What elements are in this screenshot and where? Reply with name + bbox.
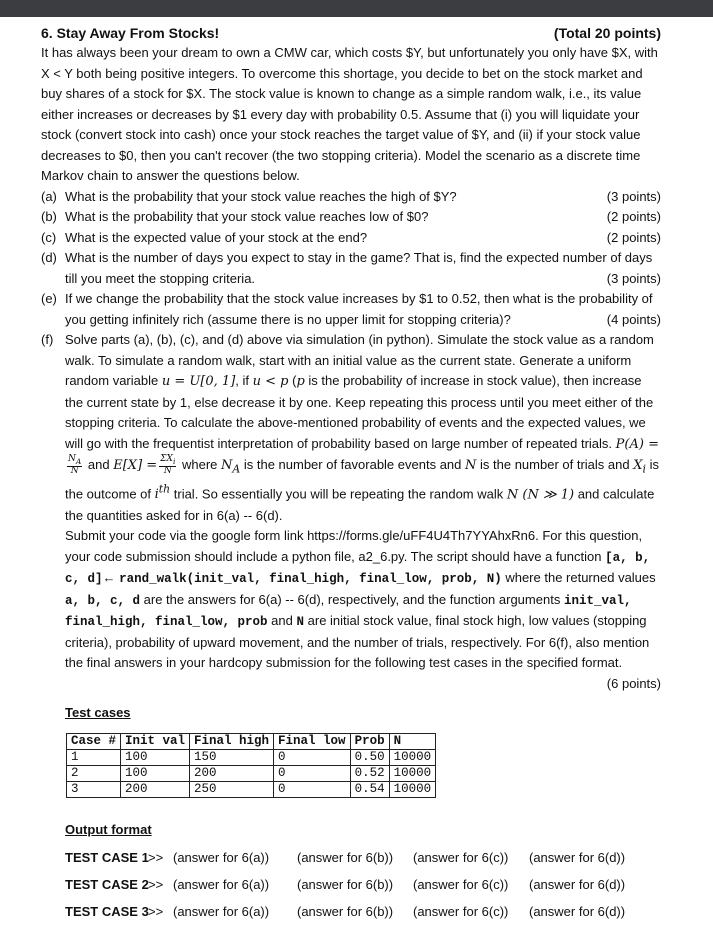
table-cell: 3 [67, 782, 121, 798]
n-symbol: N [465, 458, 477, 473]
question-f [41, 330, 661, 694]
arguments-code: init_val, final_high, final_low, prob [65, 593, 632, 630]
table-cell: 150 [190, 750, 274, 766]
output-answer-a: (answer for 6(a)) [173, 877, 270, 892]
question-label: (d) [41, 250, 57, 265]
output-answer-d: (answer for 6(d)) [529, 904, 626, 919]
output-case-label: TEST CASE 2 [65, 877, 149, 892]
question-d [41, 248, 661, 289]
table-header-cell: Final high [190, 734, 274, 750]
table-cell: 200 [121, 782, 190, 798]
output-format-title: Output format [65, 822, 152, 837]
output-answer-c: (answer for 6(c)) [413, 850, 509, 865]
question-label: (a) [41, 188, 57, 204]
question-label: (e) [41, 291, 57, 306]
test-cases-table [66, 733, 436, 798]
return-values-code: [a, b, c, d] [65, 550, 651, 587]
output-row [65, 876, 665, 894]
question-points: (2 points) [606, 229, 661, 245]
table-cell: 250 [190, 782, 274, 798]
question-text: What is the probability that your stock value reaches the high of $Y? [65, 188, 457, 204]
output-arrow: >> [148, 877, 164, 892]
table-cell: 0.50 [350, 750, 389, 766]
output-answer-d: (answer for 6(d)) [529, 877, 626, 892]
total-points: (Total 20 points) [553, 25, 661, 41]
test-cases-title: Test cases [65, 705, 131, 720]
table-header-cell: Final low [274, 734, 351, 750]
table-header-cell: Case # [67, 734, 121, 750]
question-label: (c) [41, 229, 57, 245]
simulation-instructions: Solve parts (a), (b), (c), and (d) above via simulation (in python). Simulate the stock value as a random walk. To simulate a random walk, start with an initial value as the current state. Generate a uniform random variable u = U[0, 1], if u < p (p is the probability of increase in stock value), then increase the current state by 1, else decrease it by one. Keep repeating this process until you meet either of the stopping criteria. To calculate the above-mentioned probability of events and the expected values, we will go with the frequentist interpretation of probability based on large number of repeated trials. P(A) = $\frac{N_A}{N}$ and E[X] = $\frac{\Sigma X_i}{N}$ where $N_A$ is the number of favorable events and N is the number of trials and $X_i$ is the outcome of $i^{th}$ trial. So essentially you will be repeating the random walk N (N ≫ 1) and calculate the quantities asked for in 6(a) -- 6(d). [65, 332, 659, 523]
table-cell: 0 [274, 750, 351, 766]
output-answer-a: (answer for 6(a)) [173, 904, 270, 919]
question-title: 6. Stay Away From Stocks! [41, 25, 220, 41]
output-answer-c: (answer for 6(c)) [413, 904, 509, 919]
table-cell: 100 [121, 750, 190, 766]
uniform-variable-math: u = U[0, 1] [161, 374, 236, 389]
n-repeat-math: N (N ≫ 1) [506, 487, 575, 503]
p-symbol: p [296, 374, 305, 389]
question-points: (4 points) [606, 311, 661, 327]
table-cell: 0.54 [350, 782, 389, 798]
output-case-label: TEST CASE 3 [65, 904, 149, 919]
output-answer-c: (answer for 6(c)) [413, 877, 509, 892]
output-answer-b: (answer for 6(b)) [297, 904, 394, 919]
question-points: (2 points) [606, 209, 661, 224]
table-cell: 100 [121, 766, 190, 782]
output-arrow: >> [148, 904, 164, 919]
output-case-label: TEST CASE 1 [65, 850, 149, 865]
question-label: (b) [41, 209, 57, 224]
question-points: (3 points) [606, 270, 661, 286]
output-answer-b: (answer for 6(b)) [297, 850, 394, 865]
table-cell: 0 [274, 766, 351, 782]
question-text: What is the expected value of your stock at the end? [65, 229, 368, 245]
table-cell: 10000 [389, 766, 436, 782]
table-cell: 1 [67, 750, 121, 766]
table-row [67, 782, 436, 798]
question-text: What is the number of days you expect to stay in the game? That is, find the expected number of days till you meet the stopping criteria. [65, 250, 653, 286]
table-cell: 0.52 [350, 766, 389, 782]
left-arrow-icon: ← [102, 570, 116, 586]
probability-formula: P(A) = $\frac{N_A}{N}$ [68, 436, 659, 476]
table-header-cell: N [389, 734, 436, 750]
table-row [67, 766, 436, 782]
table-cell: 2 [67, 766, 121, 782]
question-label: (f) [41, 332, 54, 347]
top-toolbar-bar [0, 0, 713, 17]
output-answer-d: (answer for 6(d)) [529, 850, 626, 865]
intro-paragraph: It has always been your dream to own a CMW car, which costs $Y, but unfortunately you only have $X, with X < Y both being positive integers. To overcome this shortage, you decide to bet on the stock market and buy shares of a stock for $X. The stock value is known to change as a simple random walk, i.e., its value either increases or decreases by $1 every day with probability 0.5. Assume that (i) you will liquidate your stock (convert stock into cash) once your stock reaches the target value of $Y, and (ii) if your stock value decreases to $0, then you can't recover (the two stopping criteria). Model the scenario as a discrete time Markov chain to answer the questions below. [41, 45, 658, 183]
question-text: If we change the probability that the stock value increases by $1 to 0.52, then what is the probability of you getting infinitely rich (assume there is no upper limit for stopping criteria)? [65, 291, 653, 327]
ith-symbol: $i^{th}$ [154, 483, 171, 503]
question-list [41, 187, 661, 695]
question-text: What is the probability that your stock value reaches low of $0? [65, 209, 429, 224]
question-points: (3 points) [606, 188, 661, 204]
n-argument-code: N [296, 615, 305, 630]
submission-instructions: Submit your code via the google form link https://forms.gle/uFF4U4Th7YYAhxRn6. For this question, your code submission should include a python file, a2_6.py. The script should have a function [a, b, c, d]← rand_walk(init_val, final_high, final_low, prob, N) where the returned values a, b, c, d are the answers for 6(a) -- 6(d), respectively, and the function arguments init_val, final_high, final_low, prob and N are initial stock value, final stock high, low values (stopping criteria), probability of upward movement, and the number of trials, respectively. For 6(f), also mention the final answers in your hardcopy submission for the following test cases in the specified format. (6 points) [65, 526, 661, 674]
question-points: (6 points) [606, 675, 661, 691]
table-cell: 10000 [389, 750, 436, 766]
function-signature-code: rand_walk(init_val, final_high, final_low, prob, N) [119, 572, 502, 587]
table-header-cell: Init val [121, 734, 190, 750]
output-answer-b: (answer for 6(b)) [297, 877, 394, 892]
question-c [41, 228, 661, 249]
question-a [41, 187, 661, 208]
condition-math: u < p [252, 374, 289, 389]
xi-symbol: $X_i$ [633, 458, 646, 476]
output-answer-a: (answer for 6(a)) [173, 850, 270, 865]
output-arrow: >> [148, 850, 164, 865]
question-e [41, 289, 661, 330]
output-row [65, 849, 665, 867]
expectation-formula: E[X] = $\frac{\Sigma X_i}{N}$ [113, 454, 176, 476]
table-cell: 0 [274, 782, 351, 798]
document-page [41, 23, 661, 694]
returned-values-code: a, b, c, d [65, 593, 141, 608]
table-cell: 200 [190, 766, 274, 782]
table-row [67, 750, 436, 766]
table-cell: 10000 [389, 782, 436, 798]
table-header-cell: Prob [350, 734, 389, 750]
question-header [41, 23, 661, 43]
question-b [41, 207, 661, 228]
na-symbol: $N_A$ [221, 458, 241, 476]
output-row [65, 903, 665, 921]
table-header-row [67, 734, 436, 750]
